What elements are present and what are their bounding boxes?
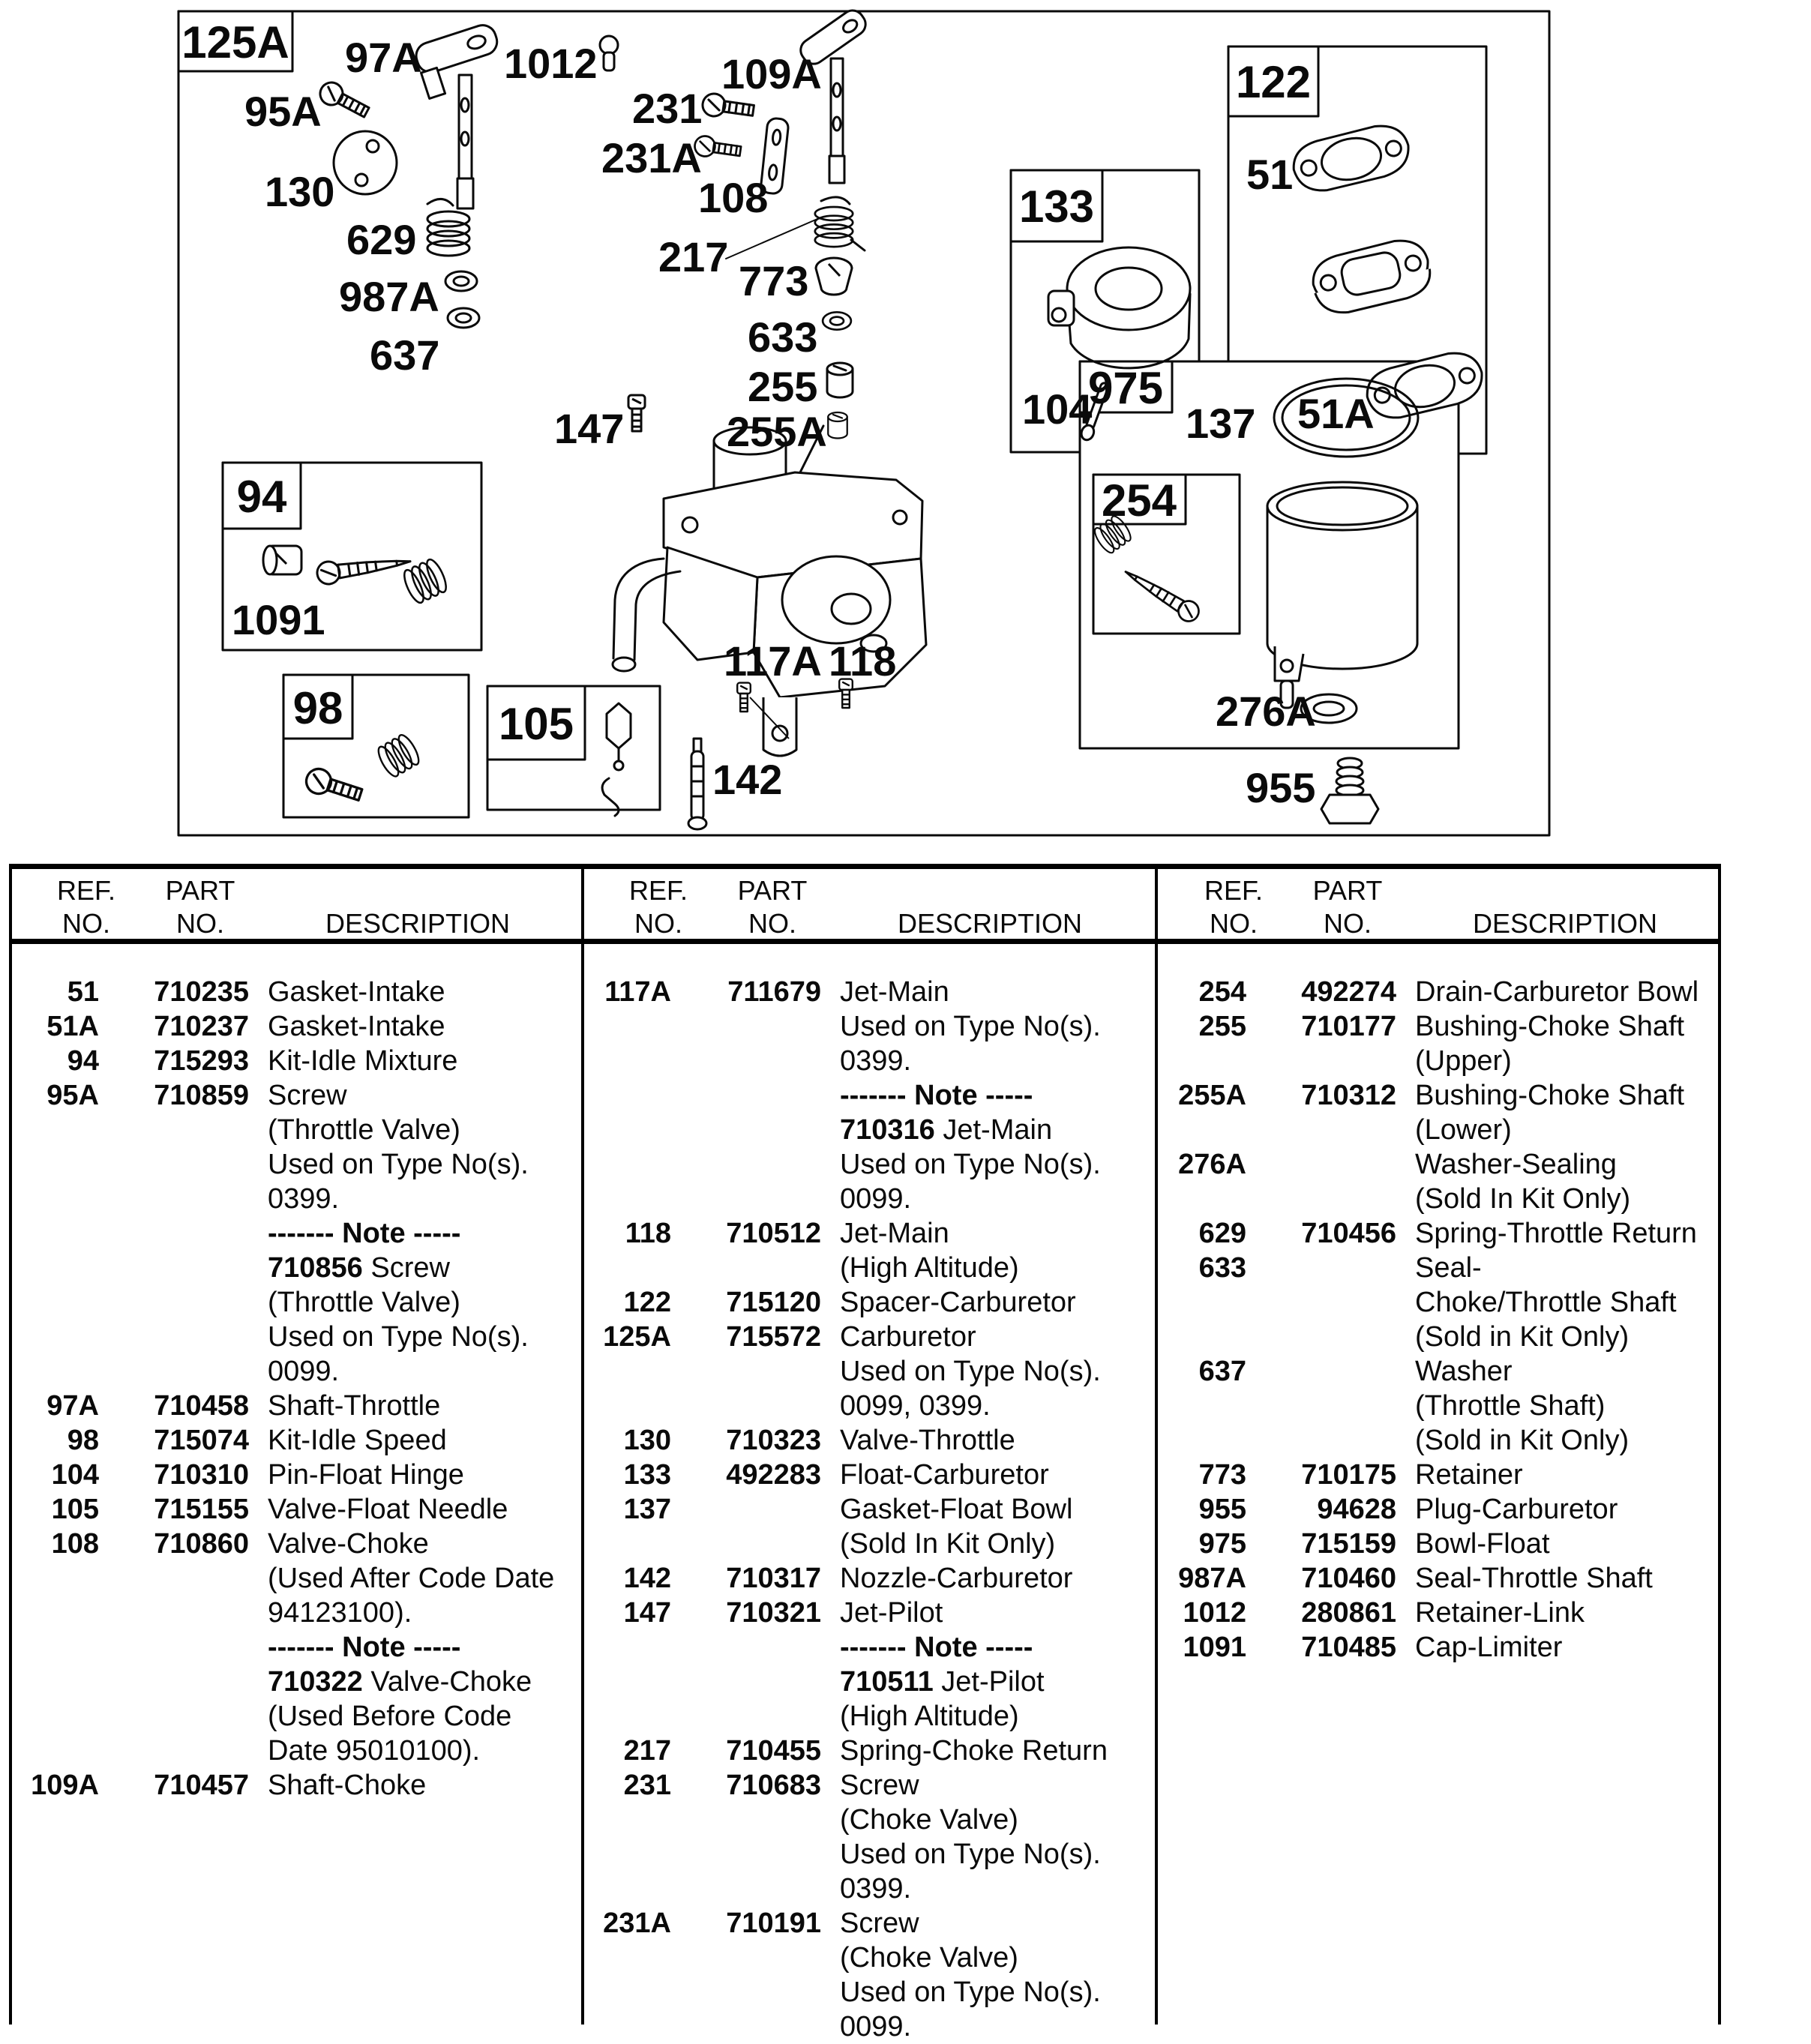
table-row — [1156, 1492, 1719, 1527]
description-cell: Shaft-Throttle — [268, 1390, 441, 1422]
part-no-cell: 710458 — [154, 1390, 249, 1422]
description-cell: Bushing-Choke Shaft — [1415, 1011, 1685, 1042]
part-no-cell: 710175 — [1301, 1459, 1396, 1491]
description-header: DESCRIPTION — [1472, 908, 1658, 939]
description-cell: Jet-Main — [840, 1218, 949, 1249]
callout-142: 142 — [712, 756, 783, 803]
description-line: 94123100). — [268, 1597, 412, 1629]
callout-125A: 125A — [181, 17, 289, 67]
callout-94: 94 — [236, 472, 287, 522]
part-no-cell: 715074 — [154, 1425, 249, 1456]
description-cell: Spring-Choke Return — [840, 1735, 1108, 1767]
description-cell: Screw — [840, 1908, 919, 1939]
ref-no-header: REF. NO. — [628, 875, 688, 939]
table-row — [581, 1906, 1153, 1941]
parts-table-column-1 — [9, 975, 579, 1803]
description-cell: Retainer-Link — [1415, 1597, 1585, 1629]
part-no-cell: 710859 — [154, 1080, 249, 1111]
callout-97A: 97A — [345, 34, 422, 81]
table-row — [9, 1527, 579, 1561]
table-row — [9, 1458, 579, 1492]
table-row — [581, 975, 1153, 1009]
description-line: (Sold in Kit Only) — [1415, 1321, 1630, 1353]
description-cell: Seal- — [1415, 1252, 1482, 1284]
callout-147: 147 — [554, 405, 625, 452]
description-line: 710322 Valve-Choke — [268, 1666, 532, 1698]
description-line: 0399. — [268, 1183, 340, 1215]
callout-773: 773 — [739, 257, 809, 304]
part-no-cell: 710860 — [154, 1528, 249, 1560]
description-line: ------- Note ----- — [268, 1632, 461, 1663]
description-cell: Plug-Carburetor — [1415, 1494, 1618, 1525]
description-line: (Choke Valve) — [840, 1942, 1018, 1974]
ref-no-cell: 125A — [603, 1321, 671, 1353]
ref-no-cell: 1091 — [1183, 1632, 1246, 1663]
description-cell: Nozzle-Carburetor — [840, 1563, 1073, 1594]
part-no-cell: 710456 — [1301, 1218, 1396, 1249]
ref-no-cell: 231A — [603, 1908, 671, 1939]
description-line: 0399. — [840, 1045, 912, 1077]
table-row — [9, 1078, 579, 1113]
description-line: (Sold in Kit Only) — [1415, 1425, 1630, 1456]
description-cell: Float-Carburetor — [840, 1459, 1049, 1491]
description-line: 710511 Jet-Pilot — [840, 1666, 1045, 1698]
ref-no-cell: 137 — [623, 1494, 671, 1525]
part-no-cell: 710312 — [1301, 1080, 1396, 1111]
table-row — [581, 1734, 1153, 1768]
parts-table-column-3 — [1156, 975, 1719, 1665]
description-cell: Retainer — [1415, 1459, 1523, 1491]
ref-no-cell: 98 — [67, 1425, 99, 1456]
callout-217: 217 — [658, 233, 729, 280]
description-line: Used on Type No(s). — [840, 1011, 1101, 1042]
throttle-valve-part — [334, 131, 397, 194]
callout-1091: 1091 — [232, 596, 325, 643]
ref-no-cell: 629 — [1198, 1218, 1246, 1249]
callout-130: 130 — [265, 168, 335, 215]
part-no-cell: 715293 — [154, 1045, 249, 1077]
callout-108: 108 — [698, 174, 769, 221]
ref-no-cell: 118 — [625, 1218, 671, 1249]
part-no-cell: 715572 — [726, 1321, 821, 1353]
ref-no-cell: 637 — [1198, 1356, 1246, 1387]
retainer-part — [816, 258, 852, 295]
table-row — [1156, 1147, 1719, 1182]
callout-231: 231 — [632, 85, 703, 132]
ref-no-cell: 94 — [67, 1045, 99, 1077]
ref-no-cell: 255 — [1198, 1011, 1246, 1042]
callout-633: 633 — [748, 313, 818, 361]
part-no-cell: 492283 — [726, 1459, 821, 1491]
table-row — [1156, 1458, 1719, 1492]
part-no-cell: 710235 — [154, 976, 249, 1008]
part-no-cell: 710683 — [726, 1770, 821, 1801]
table-row — [581, 1492, 1153, 1527]
part-no-header: PART NO. — [165, 875, 235, 939]
ref-no-cell: 987A — [1178, 1563, 1246, 1594]
table-row — [581, 1285, 1153, 1320]
callout-118: 118 — [829, 637, 897, 685]
ref-no-cell: 104 — [51, 1459, 99, 1491]
description-line: (High Altitude) — [840, 1701, 1019, 1732]
table-row — [9, 1492, 579, 1527]
description-line: (Throttle Valve) — [268, 1287, 460, 1318]
ref-no-cell: 147 — [623, 1597, 671, 1629]
part-no-cell: 710237 — [154, 1011, 249, 1042]
description-header: DESCRIPTION — [325, 908, 511, 939]
description-line: 0099. — [840, 2011, 912, 2043]
description-cell: Cap-Limiter — [1415, 1632, 1563, 1663]
description-cell: Jet-Pilot — [840, 1597, 943, 1629]
callout-955: 955 — [1246, 764, 1316, 811]
table-row — [581, 1561, 1153, 1596]
description-cell: Bushing-Choke Shaft — [1415, 1080, 1685, 1111]
table-row — [1156, 1354, 1719, 1389]
ref-no-cell: 955 — [1198, 1494, 1246, 1525]
description-line: ------- Note ----- — [840, 1632, 1033, 1663]
ref-no-cell: 1012 — [1183, 1597, 1246, 1629]
ref-no-cell: 122 — [623, 1287, 671, 1318]
description-header: DESCRIPTION — [897, 908, 1083, 939]
callout-95A: 95A — [244, 88, 322, 135]
description-cell: Washer-Sealing — [1415, 1149, 1617, 1180]
ref-no-cell: 773 — [1198, 1459, 1246, 1491]
part-no-header: PART NO. — [1312, 875, 1383, 939]
callout-51A: 51A — [1297, 390, 1375, 437]
description-line: (Throttle Valve) — [268, 1114, 460, 1146]
description-line: 710316 Jet-Main — [840, 1114, 1053, 1146]
part-no-header: PART NO. — [737, 875, 808, 939]
description-line: 0099, 0399. — [840, 1390, 991, 1422]
description-line: (Upper) — [1415, 1045, 1512, 1077]
ref-no-cell: 133 — [623, 1459, 671, 1491]
part-no-cell: 710485 — [1301, 1632, 1396, 1663]
table-row — [1156, 1216, 1719, 1251]
callout-122: 122 — [1235, 57, 1312, 107]
description-cell: Bowl-Float — [1415, 1528, 1550, 1560]
part-no-cell: 94628 — [1317, 1494, 1396, 1525]
description-line: (Sold In Kit Only) — [840, 1528, 1056, 1560]
part-no-cell: 715159 — [1301, 1528, 1396, 1560]
ref-no-cell: 254 — [1198, 976, 1246, 1008]
description-cell: Pin-Float Hinge — [268, 1459, 464, 1491]
description-cell: Valve-Float Needle — [268, 1494, 508, 1525]
description-line: Choke/Throttle Shaft — [1415, 1287, 1677, 1318]
callout-98: 98 — [292, 683, 343, 733]
callout-231A: 231A — [601, 134, 702, 181]
ref-no-cell: 108 — [51, 1528, 99, 1560]
description-line: ------- Note ----- — [268, 1218, 461, 1249]
callout-105: 105 — [498, 699, 574, 749]
ref-no-cell: 633 — [1198, 1252, 1246, 1284]
ref-no-cell: 276A — [1178, 1149, 1246, 1180]
description-line: Used on Type No(s). — [840, 1149, 1101, 1180]
part-no-cell: 715120 — [726, 1287, 821, 1318]
description-cell: Screw — [268, 1080, 347, 1111]
table-top-border — [9, 864, 1721, 869]
callout-255: 255 — [748, 363, 818, 410]
table-row — [9, 1009, 579, 1044]
table-row — [581, 1768, 1153, 1803]
callout-51: 51 — [1246, 151, 1294, 198]
description-line: (Sold In Kit Only) — [1415, 1183, 1631, 1215]
part-no-cell: 710455 — [726, 1735, 821, 1767]
ref-no-cell: 255A — [1178, 1080, 1246, 1111]
description-cell: Spacer-Carburetor — [840, 1287, 1076, 1318]
table-row — [1156, 1527, 1719, 1561]
ref-no-cell: 51A — [46, 1011, 99, 1042]
description-line: Used on Type No(s). — [268, 1149, 529, 1180]
ref-no-cell: 130 — [623, 1425, 671, 1456]
description-line: Used on Type No(s). — [840, 1356, 1101, 1387]
part-no-cell: 710457 — [154, 1770, 249, 1801]
callout-254: 254 — [1101, 475, 1177, 526]
table-row — [1156, 1596, 1719, 1630]
description-line: Used on Type No(s). — [840, 1839, 1101, 1870]
description-cell: Gasket-Intake — [268, 1011, 445, 1042]
callout-133: 133 — [1018, 181, 1095, 232]
description-cell: Gasket-Float Bowl — [840, 1494, 1073, 1525]
callout-109A: 109A — [721, 50, 822, 97]
description-cell: Seal-Throttle Shaft — [1415, 1563, 1653, 1594]
part-no-cell: 710310 — [154, 1459, 249, 1491]
table-row — [1156, 1251, 1719, 1285]
ref-no-cell: 109A — [31, 1770, 99, 1801]
description-cell: Kit-Idle Speed — [268, 1425, 447, 1456]
description-cell: Valve-Throttle — [840, 1425, 1015, 1456]
part-no-cell: 710460 — [1301, 1563, 1396, 1594]
description-line: Date 95010100). — [268, 1735, 481, 1767]
ref-no-cell: 217 — [623, 1735, 671, 1767]
table-row — [1156, 975, 1719, 1009]
ref-no-cell: 51 — [67, 976, 99, 1008]
callout-104: 104 — [1022, 385, 1093, 433]
description-cell: Valve-Choke — [268, 1528, 429, 1560]
callout-276A: 276A — [1216, 688, 1316, 735]
part-no-cell: 710317 — [726, 1563, 821, 1594]
table-row — [1156, 1630, 1719, 1665]
description-cell: Shaft-Choke — [268, 1770, 427, 1801]
table-row — [1156, 1078, 1719, 1113]
part-no-cell: 280861 — [1301, 1597, 1396, 1629]
table-row — [9, 1768, 579, 1803]
part-no-cell: 715155 — [154, 1494, 249, 1525]
description-line: (Choke Valve) — [840, 1804, 1018, 1836]
table-row — [581, 1458, 1153, 1492]
ref-no-cell: 97A — [46, 1390, 99, 1422]
exploded-parts-diagram — [0, 0, 1811, 862]
callout-975: 975 — [1087, 363, 1164, 413]
table-row — [581, 1216, 1153, 1251]
part-no-cell: 710512 — [726, 1218, 821, 1249]
description-cell: Jet-Main — [840, 976, 949, 1008]
description-line: Used on Type No(s). — [840, 1977, 1101, 2008]
description-line: (Throttle Shaft) — [1415, 1390, 1606, 1422]
description-line: (Used Before Code — [268, 1701, 512, 1732]
description-cell: Kit-Idle Mixture — [268, 1045, 458, 1077]
callout-637: 637 — [370, 331, 440, 379]
callout-255A: 255A — [727, 408, 827, 455]
callout-629: 629 — [346, 216, 417, 263]
ref-no-cell: 117A — [604, 976, 671, 1008]
description-line: 0099. — [268, 1356, 340, 1387]
callout-137: 137 — [1186, 400, 1256, 447]
description-line: (High Altitude) — [840, 1252, 1019, 1284]
description-line: 710856 Screw — [268, 1252, 450, 1284]
description-cell: Drain-Carburetor Bowl — [1415, 976, 1699, 1008]
description-cell: Screw — [840, 1770, 919, 1801]
part-no-cell: 710321 — [726, 1597, 821, 1629]
ref-no-cell: 142 — [623, 1563, 671, 1594]
description-line: ------- Note ----- — [840, 1080, 1033, 1111]
parts-table-column-2 — [581, 975, 1153, 2044]
part-no-cell: 710191 — [726, 1908, 821, 1939]
table-row — [9, 975, 579, 1009]
table-row — [581, 1423, 1153, 1458]
description-line: 0399. — [840, 1873, 912, 1905]
description-cell: Carburetor — [840, 1321, 976, 1353]
part-no-cell: 492274 — [1301, 976, 1396, 1008]
table-row — [581, 1596, 1153, 1630]
callout-1012: 1012 — [504, 40, 598, 87]
part-no-cell: 710177 — [1301, 1011, 1396, 1042]
description-cell: Washer — [1415, 1356, 1513, 1387]
description-line: (Used After Code Date — [268, 1563, 555, 1594]
table-row — [9, 1423, 579, 1458]
table-row — [9, 1389, 579, 1423]
callout-987A: 987A — [339, 273, 439, 320]
table-row — [1156, 1009, 1719, 1044]
table-row — [9, 1044, 579, 1078]
ref-no-cell: 95A — [46, 1080, 99, 1111]
ref-no-header: REF. NO. — [56, 875, 115, 939]
ref-no-cell: 975 — [1198, 1528, 1246, 1560]
part-no-cell: 710323 — [726, 1425, 821, 1456]
part-no-cell: 711679 — [727, 976, 821, 1008]
description-cell: Spring-Throttle Return — [1415, 1218, 1697, 1249]
description-line: 0099. — [840, 1183, 912, 1215]
description-line: Used on Type No(s). — [268, 1321, 529, 1353]
description-line: (Lower) — [1415, 1114, 1512, 1146]
table-row — [581, 1320, 1153, 1354]
table-row — [1156, 1561, 1719, 1596]
ref-no-cell: 105 — [51, 1494, 99, 1525]
callout-117A: 117A — [724, 637, 822, 685]
ref-no-cell: 231 — [623, 1770, 671, 1801]
description-cell: Gasket-Intake — [268, 976, 445, 1008]
ref-no-header: REF. NO. — [1204, 875, 1263, 939]
